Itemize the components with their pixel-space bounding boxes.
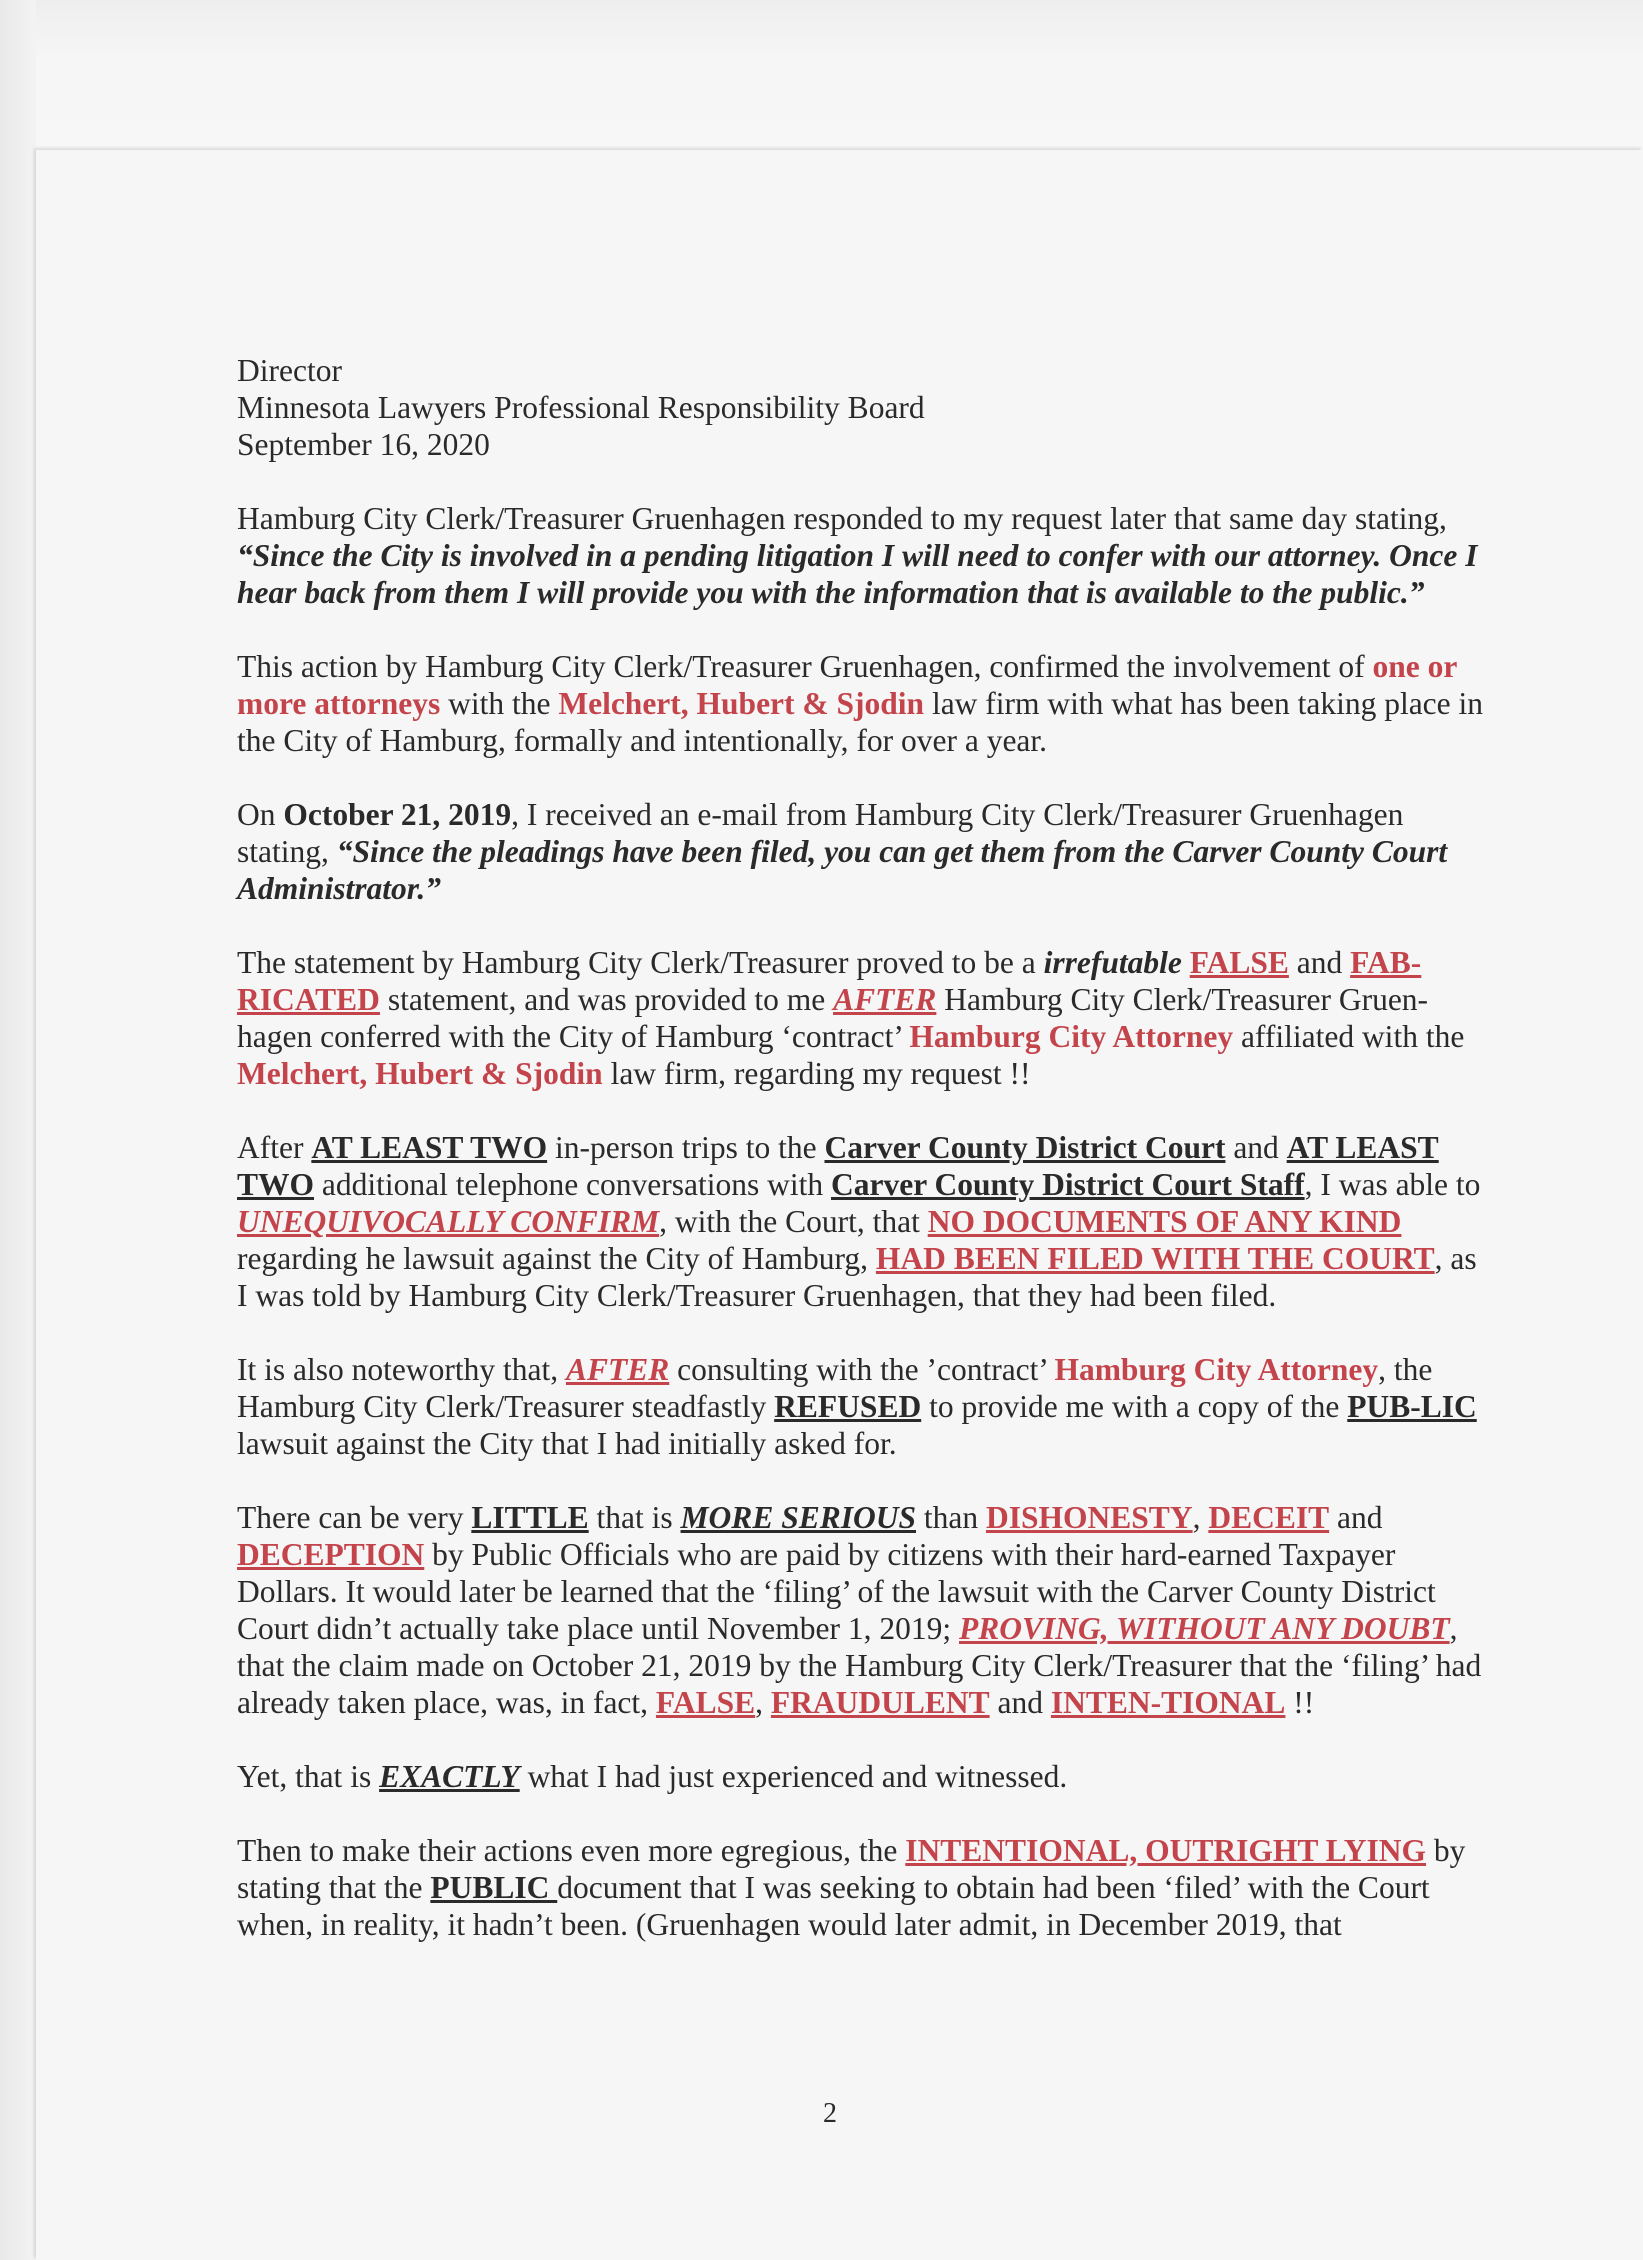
text: statement, and was provided to me (379, 982, 834, 1017)
scan-background (0, 0, 1643, 150)
text: to provide me with a copy of the (921, 1389, 1348, 1424)
paragraph-6 (237, 1351, 1487, 1462)
text: and (989, 1685, 1051, 1720)
highlight: FALSE (1189, 945, 1289, 980)
text: in-person trips to the (547, 1130, 825, 1165)
text: , as I was told by Hamburg City Clerk/Treasurer Gruenhagen, that they had been filed. (237, 1241, 1477, 1313)
text: document that I was seeking to obtain had been ‘filed’ with the Court when, in reality, it hadn’t been. (Gruenhagen would later admit, in December 2019, that (237, 1870, 1430, 1942)
text: law firm with what has been taking place in the City of Hamburg, formally and intentionally, for over a year. (237, 686, 1484, 758)
text: This action by Hamburg City Clerk/Treasurer Gruenhagen, confirmed the involvement of (237, 649, 1373, 684)
recipient-organization: Minnesota Lawyers Professional Responsibility Board (237, 390, 925, 425)
highlight: DECEPTION (237, 1537, 425, 1572)
text: On (237, 797, 284, 832)
text: Hamburg City Clerk/Treasurer Gruen-hagen conferred with the City of Hamburg ‘contract’ (237, 982, 1429, 1054)
text: , (1192, 1500, 1209, 1535)
text: than (916, 1500, 986, 1535)
text: , that the claim made on October 21, 2019 by the Hamburg City Clerk/Treasurer that the ‘filing’ had already taken place, was, in fact, (237, 1611, 1482, 1720)
highlight: DECEIT (1208, 1500, 1330, 1535)
text: additional telephone conversations with (314, 1167, 832, 1202)
highlight: HAD BEEN FILED WITH THE COURT (875, 1241, 1435, 1276)
text: consulting with the ’contract’ (669, 1352, 1055, 1387)
text: , (755, 1685, 771, 1720)
highlight: AFTER (565, 1352, 670, 1387)
letter-date: September 16, 2020 (237, 427, 490, 462)
quote: “Since the pleadings have been filed, you can get them from the Carver County Court Administrator.” (237, 834, 1448, 906)
bold-date: October 21, 2019 (283, 797, 512, 832)
highlight: UNEQUIVOCALLY CONFIRM (237, 1204, 660, 1239)
text: It is also noteworthy that, (237, 1352, 566, 1387)
text: and (1329, 1500, 1383, 1535)
paragraph-9 (237, 1832, 1487, 1943)
recipient-title: Director (237, 353, 342, 388)
letter-body (237, 352, 1487, 1980)
bold-underline: LITTLE (471, 1500, 589, 1535)
bold-underline: Carver County District Court (824, 1130, 1226, 1165)
text: , I was able to (1304, 1167, 1481, 1202)
text: affiliated with the (1233, 1019, 1465, 1054)
bold-underline: AT LEAST TWO (237, 1130, 1439, 1202)
page-number: 2 (823, 2098, 837, 2129)
bold-underline: EXACTLY (379, 1759, 520, 1794)
text: that is (588, 1500, 681, 1535)
highlight: one or more attorneys (237, 649, 1457, 721)
text: After (237, 1130, 312, 1165)
text: , with the Court, that (659, 1204, 928, 1239)
text: what I had just experienced and witnessed. (519, 1759, 1068, 1794)
emphasis: irrefutable (1043, 945, 1182, 980)
highlight-law-firm: Melchert, Hubert & Sjodin (237, 1056, 603, 1091)
text: by Public Officials who are paid by citizens with their hard-earned Taxpayer Dollars. It would later be learned that the ‘filing’ of the lawsuit with the Carver County District Court didn’t actually take place until November 1, 2019; (237, 1537, 1436, 1646)
text: Hamburg City Clerk/Treasurer Gruenhagen responded to my request later that same day stating, (237, 501, 1447, 536)
text: There can be very (237, 1500, 472, 1535)
text: Yet, that is (237, 1759, 380, 1794)
bold-underline: PUBLIC (430, 1870, 558, 1905)
text: The statement by Hamburg City Clerk/Treasurer proved to be a (237, 945, 1044, 980)
text: and (1288, 945, 1351, 980)
highlight: AFTER (833, 982, 937, 1017)
paragraph-2 (237, 648, 1487, 759)
paragraph-3 (237, 796, 1487, 907)
highlight: NO DOCUMENTS OF ANY KIND (927, 1204, 1402, 1239)
highlight-law-firm: Melchert, Hubert & Sjodin (558, 686, 925, 721)
text: , I received an e-mail from Hamburg City Clerk/Treasurer Gruenhagen stating, (237, 797, 1404, 869)
highlight: INTENTIONAL, OUTRIGHT LYING (905, 1833, 1427, 1868)
text: by stating that the (237, 1833, 1466, 1905)
text: law firm, regarding my request !! (602, 1056, 1031, 1091)
highlight: FRAUDULENT (770, 1685, 990, 1720)
recipient-block (237, 352, 1487, 463)
paragraph-1 (237, 500, 1487, 611)
text: , the Hamburg City Clerk/Treasurer steadfastly (237, 1352, 1433, 1424)
paragraph-4 (237, 944, 1487, 1092)
highlight: PROVING, WITHOUT ANY DOUBT (959, 1611, 1450, 1646)
text (1182, 945, 1190, 980)
paragraph-5 (237, 1129, 1487, 1314)
highlight: INTEN-TIONAL (1050, 1685, 1286, 1720)
paragraph-8 (237, 1758, 1487, 1795)
text: lawsuit against the City that I had initially asked for. (237, 1426, 897, 1461)
bold-underline: Carver County District Court Staff (831, 1167, 1305, 1202)
text: with the (440, 686, 559, 721)
quote: “Since the City is involved in a pending litigation I will need to confer with our attorney. Once I hear back from them I will provide you with the information that is available to the public.” (237, 538, 1478, 610)
highlight: FAB-RICATED (237, 945, 1422, 1017)
scan-edge (0, 0, 36, 2260)
highlight: DISHONESTY (986, 1500, 1193, 1535)
bold-underline: REFUSED (774, 1389, 922, 1424)
highlight: FALSE (655, 1685, 756, 1720)
bold-underline: PUB-LIC (1347, 1389, 1477, 1424)
text: !! (1285, 1685, 1315, 1720)
text: and (1225, 1130, 1287, 1165)
highlight: Hamburg City Attorney (1054, 1352, 1379, 1387)
bold-underline: MORE SERIOUS (680, 1500, 917, 1535)
paragraph-7 (237, 1499, 1487, 1721)
bold-underline: AT LEAST TWO (311, 1130, 548, 1165)
text: Then to make their actions even more egregious, the (237, 1833, 906, 1868)
text: regarding he lawsuit against the City of Hamburg, (237, 1241, 876, 1276)
highlight: Hamburg City Attorney (909, 1019, 1234, 1054)
